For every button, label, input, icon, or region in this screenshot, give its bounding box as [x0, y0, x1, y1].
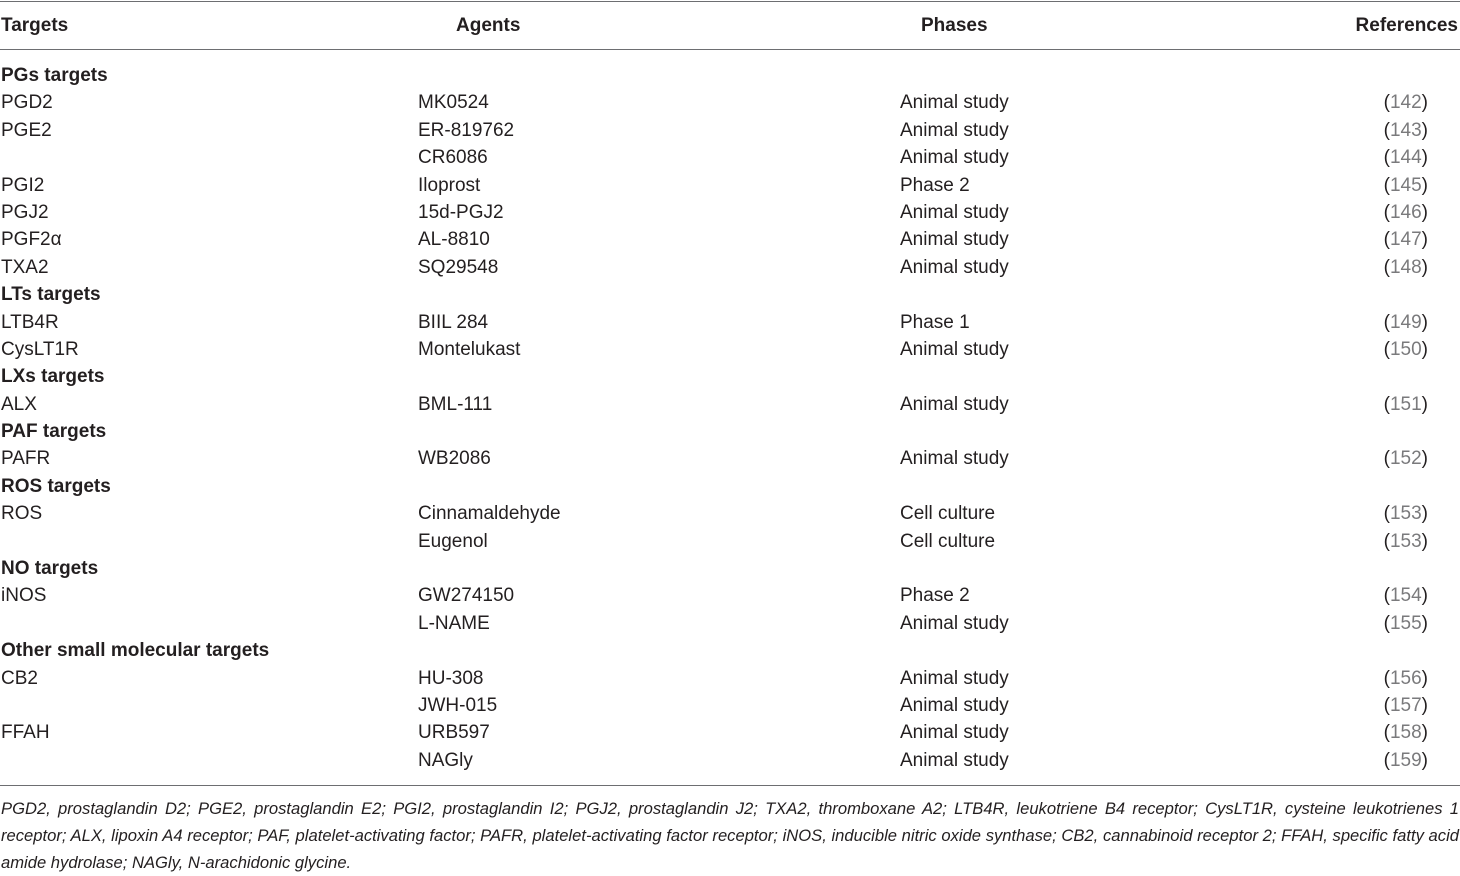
- cell-reference: (154): [1383, 585, 1428, 607]
- cell-phase: Animal study: [900, 119, 1009, 141]
- cell-target: TXA2: [1, 256, 49, 278]
- reference-link[interactable]: 142: [1389, 92, 1422, 114]
- section-title: Other small molecular targets: [1, 640, 270, 662]
- cell-phase: Animal study: [900, 393, 1009, 415]
- section-header-row: [0, 281, 1460, 308]
- section-title: ROS targets: [1, 475, 111, 497]
- cell-reference: (159): [1383, 749, 1428, 771]
- section-title: NO targets: [1, 558, 99, 580]
- cell-phase: Animal study: [900, 749, 1009, 771]
- table-row: [0, 528, 1460, 555]
- cell-reference: (145): [1383, 174, 1428, 196]
- table-bottom-rule: [0, 785, 1460, 786]
- cell-reference: (151): [1383, 393, 1428, 415]
- table-header-rule: [0, 49, 1460, 50]
- cell-target: LTB4R: [1, 311, 59, 333]
- cell-phase: Animal study: [900, 448, 1009, 470]
- cell-reference: (147): [1383, 229, 1428, 251]
- cell-target: PGD2: [1, 92, 53, 114]
- cell-agent: BIIL 284: [418, 311, 489, 333]
- cell-target: PGE2: [1, 119, 52, 141]
- cell-agent: Cinnamaldehyde: [418, 503, 561, 525]
- cell-phase: Animal study: [900, 201, 1009, 223]
- cell-agent: Eugenol: [418, 530, 488, 552]
- table-row: [0, 144, 1460, 171]
- reference-link[interactable]: 149: [1389, 311, 1422, 333]
- cell-agent: CR6086: [418, 147, 488, 169]
- cell-phase: Animal study: [900, 229, 1009, 251]
- table-row: [0, 391, 1460, 418]
- cell-target: iNOS: [1, 585, 47, 607]
- cell-agent: GW274150: [418, 585, 515, 607]
- reference-link[interactable]: 159: [1389, 749, 1422, 771]
- table-row: [0, 309, 1460, 336]
- column-header-references: References: [1355, 15, 1458, 36]
- cell-agent: NAGly: [418, 749, 473, 771]
- cell-phase: Animal study: [900, 147, 1009, 169]
- reference-link[interactable]: 148: [1389, 256, 1422, 278]
- cell-agent: MK0524: [418, 92, 489, 114]
- cell-phase: Animal study: [900, 722, 1009, 744]
- cell-reference: (152): [1383, 448, 1428, 470]
- section-header-row: [0, 418, 1460, 445]
- section-header-row: [0, 637, 1460, 664]
- cell-reference: (158): [1383, 722, 1428, 744]
- cell-phase: Animal study: [900, 667, 1009, 689]
- reference-link[interactable]: 145: [1389, 174, 1422, 196]
- section-header-row: [0, 363, 1460, 390]
- cell-agent: Montelukast: [418, 338, 521, 360]
- cell-phase: Animal study: [900, 92, 1009, 114]
- reference-link[interactable]: 156: [1389, 667, 1422, 689]
- cell-target: CB2: [1, 667, 38, 689]
- cell-agent: 15d-PGJ2: [418, 201, 504, 223]
- cell-phase: Animal study: [900, 338, 1009, 360]
- reference-link[interactable]: 152: [1389, 448, 1422, 470]
- cell-agent: HU-308: [418, 667, 484, 689]
- cell-agent: BML-111: [418, 393, 493, 415]
- reference-link[interactable]: 153: [1389, 503, 1422, 525]
- cell-phase: Phase 2: [900, 174, 970, 196]
- table-row: [0, 747, 1460, 774]
- cell-agent: Iloprost: [418, 174, 481, 196]
- cell-target: FFAH: [1, 722, 50, 744]
- cell-target: CysLT1R: [1, 338, 79, 360]
- reference-link[interactable]: 158: [1389, 722, 1422, 744]
- cell-phase: Cell culture: [900, 530, 996, 552]
- cell-target: ROS: [1, 503, 43, 525]
- table-row: [0, 117, 1460, 144]
- cell-reference: (157): [1383, 694, 1428, 716]
- section-header-row: [0, 473, 1460, 500]
- cell-phase: Animal study: [900, 612, 1009, 634]
- cell-reference: (149): [1383, 311, 1428, 333]
- cell-target: PGI2: [1, 174, 45, 196]
- cell-reference: (143): [1383, 119, 1428, 141]
- cell-agent: URB597: [418, 722, 490, 744]
- table-row: [0, 336, 1460, 363]
- table-footnote: PGD2, prostaglandin D2; PGE2, prostaglandin E2; PGI2, prostaglandin I2; PGJ2, prostaglandin J2; TXA2, thromboxane A2; LTB4R, leukotriene B4 receptor; CysLT1R, cysteine leukotrienes 1 receptor; ALX, lipoxin A4 receptor; PAF, platelet-activating factor; PAFR, platelet-activating factor receptor; iNOS, inducible nitric oxide synthase; CB2, cannabinoid receptor 2; FFAH, specific fatty acid amide hydrolase; NAGly, N-arachidonic glycine.: [1, 799, 1459, 872]
- cell-agent: SQ29548: [418, 256, 499, 278]
- cell-agent: L-NAME: [418, 612, 490, 634]
- reference-link[interactable]: 144: [1389, 147, 1422, 169]
- table-row: [0, 445, 1460, 472]
- cell-agent: JWH-015: [418, 694, 498, 716]
- reference-link[interactable]: 157: [1389, 694, 1422, 716]
- table-row: [0, 199, 1460, 226]
- column-header-agents: Agents: [456, 15, 521, 36]
- cell-phase: Phase 2: [900, 585, 970, 607]
- cell-target: ALX: [1, 393, 37, 415]
- cell-reference: (153): [1383, 503, 1428, 525]
- cell-reference: (148): [1383, 256, 1428, 278]
- section-title: PAF targets: [1, 421, 107, 443]
- reference-link[interactable]: 153: [1389, 530, 1422, 552]
- table-row: [0, 254, 1460, 281]
- cell-target: PAFR: [1, 448, 51, 470]
- cell-phase: Phase 1: [900, 311, 970, 333]
- cell-phase: Animal study: [900, 694, 1009, 716]
- cell-reference: (156): [1383, 667, 1428, 689]
- table-row: [0, 226, 1460, 253]
- section-title: LTs targets: [1, 284, 101, 306]
- cell-agent: WB2086: [418, 448, 491, 470]
- column-header-phases: Phases: [921, 15, 988, 36]
- table-row: [0, 89, 1460, 116]
- reference-link[interactable]: 143: [1389, 119, 1422, 141]
- section-title: LXs targets: [1, 366, 105, 388]
- table-body: [0, 62, 1460, 774]
- reference-link[interactable]: 151: [1389, 393, 1422, 415]
- table-row: [0, 500, 1460, 527]
- reference-link[interactable]: 147: [1389, 229, 1422, 251]
- cell-phase: Cell culture: [900, 503, 996, 525]
- table-row: [0, 610, 1460, 637]
- reference-link[interactable]: 146: [1389, 201, 1422, 223]
- cell-reference: (144): [1383, 147, 1428, 169]
- table-row: [0, 719, 1460, 746]
- table-row: [0, 582, 1460, 609]
- column-header-targets: Targets: [1, 15, 69, 36]
- cell-reference: (155): [1383, 612, 1428, 634]
- cell-target: PGJ2: [1, 201, 49, 223]
- reference-link[interactable]: 154: [1389, 585, 1422, 607]
- cell-reference: (146): [1383, 201, 1428, 223]
- table-row: [0, 665, 1460, 692]
- table-row: [0, 692, 1460, 719]
- cell-reference: (142): [1383, 92, 1428, 114]
- table-top-rule: [0, 1, 1460, 2]
- cell-agent: ER-819762: [418, 119, 515, 141]
- table-row: [0, 172, 1460, 199]
- cell-phase: Animal study: [900, 256, 1009, 278]
- reference-link[interactable]: 155: [1389, 612, 1422, 634]
- section-title: PGs targets: [1, 65, 108, 86]
- section-header-row: [0, 62, 1460, 89]
- cell-reference: (150): [1383, 338, 1428, 360]
- reference-link[interactable]: 150: [1389, 338, 1422, 360]
- cell-agent: AL-8810: [418, 229, 490, 251]
- cell-reference: (153): [1383, 530, 1428, 552]
- section-header-row: [0, 555, 1460, 582]
- cell-target: PGF2α: [1, 229, 62, 251]
